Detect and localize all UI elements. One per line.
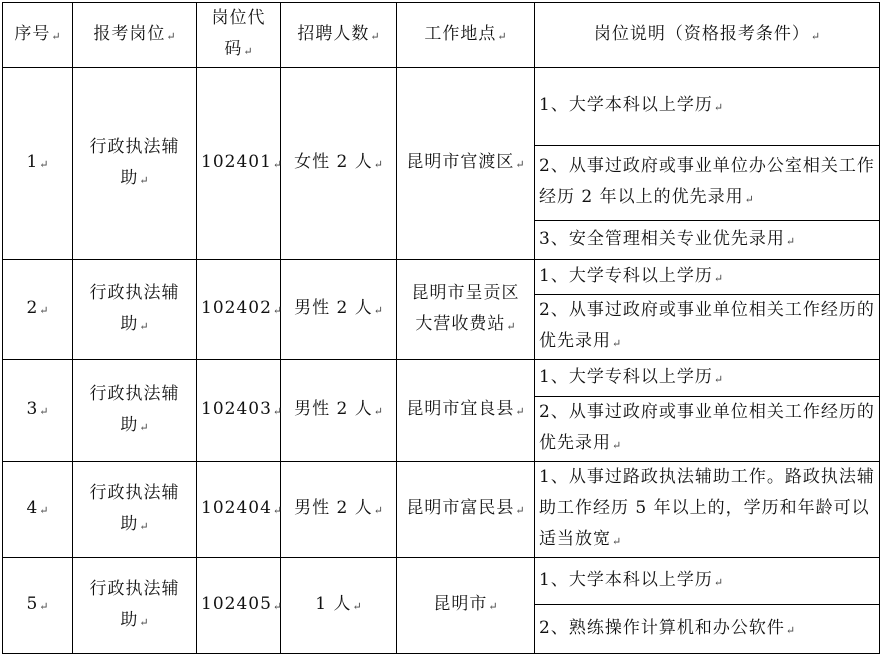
cell-location: 昆明市↵ [397, 558, 535, 654]
table-row [3, 360, 880, 397]
requirement-item: 1、从事过路政执法辅助工作。路政执法辅助工作经历 5 年以上的，学历和年龄可以适当放宽↵ [535, 462, 880, 558]
table-row [3, 260, 880, 295]
header-location: 工作地点↵ [397, 3, 535, 68]
cell-position: 行政执法辅助↵ [73, 360, 197, 462]
requirement-item: 2、从事过政府或事业单位相关工作经历的优先录用↵ [535, 397, 880, 462]
header-no: 序号↵ [3, 3, 73, 68]
cell-count: 1 人↵ [281, 558, 397, 654]
table-row [3, 462, 880, 558]
cell-no: 3↵ [3, 360, 73, 462]
cell-count: 男性 2 人↵ [281, 462, 397, 558]
cell-position: 行政执法辅助↵ [73, 558, 197, 654]
header-count: 招聘人数↵ [281, 3, 397, 68]
requirement-item: 3、安全管理相关专业优先录用↵ [535, 221, 880, 260]
cell-no: 4↵ [3, 462, 73, 558]
cell-position: 行政执法辅助↵ [73, 462, 197, 558]
header-description: 岗位说明（资格报考条件）↵ [535, 3, 880, 68]
job-positions-table [2, 2, 880, 654]
requirement-item: 1、大学专科以上学历↵ [535, 360, 880, 397]
cell-no: 2↵ [3, 260, 73, 360]
cell-no: 5↵ [3, 558, 73, 654]
cell-location: 昆明市呈贡区大营收费站↵ [397, 260, 535, 360]
table-row [3, 558, 880, 605]
cell-position: 行政执法辅助↵ [73, 260, 197, 360]
cell-count: 女性 2 人↵ [281, 68, 397, 260]
header-row [3, 3, 880, 68]
table-row [3, 68, 880, 146]
cell-location: 昆明市宜良县↵ [397, 360, 535, 462]
cell-count: 男性 2 人↵ [281, 360, 397, 462]
requirement-item: 1、大学本科以上学历↵ [535, 68, 880, 146]
cell-code: 102401↵ [197, 68, 281, 260]
cell-code: 102404↵ [197, 462, 281, 558]
requirement-item: 2、熟练操作计算机和办公软件↵ [535, 605, 880, 654]
cell-code: 102402↵ [197, 260, 281, 360]
requirement-item: 1、大学专科以上学历↵ [535, 260, 880, 295]
requirement-item: 1、大学本科以上学历↵ [535, 558, 880, 605]
cell-code: 102403↵ [197, 360, 281, 462]
cell-location: 昆明市官渡区↵ [397, 68, 535, 260]
cell-no: 1↵ [3, 68, 73, 260]
document-page [2, 2, 879, 654]
header-code: 岗位代码↵ [197, 3, 281, 68]
cell-position: 行政执法辅助↵ [73, 68, 197, 260]
cell-count: 男性 2 人↵ [281, 260, 397, 360]
requirement-item: 2、从事过政府或事业单位相关工作经历的优先录用↵ [535, 295, 880, 360]
requirement-item: 2、从事过政府或事业单位办公室相关工作经历 2 年以上的优先录用↵ [535, 146, 880, 221]
cell-code: 102405↵ [197, 558, 281, 654]
cell-location: 昆明市富民县↵ [397, 462, 535, 558]
header-position: 报考岗位↵ [73, 3, 197, 68]
